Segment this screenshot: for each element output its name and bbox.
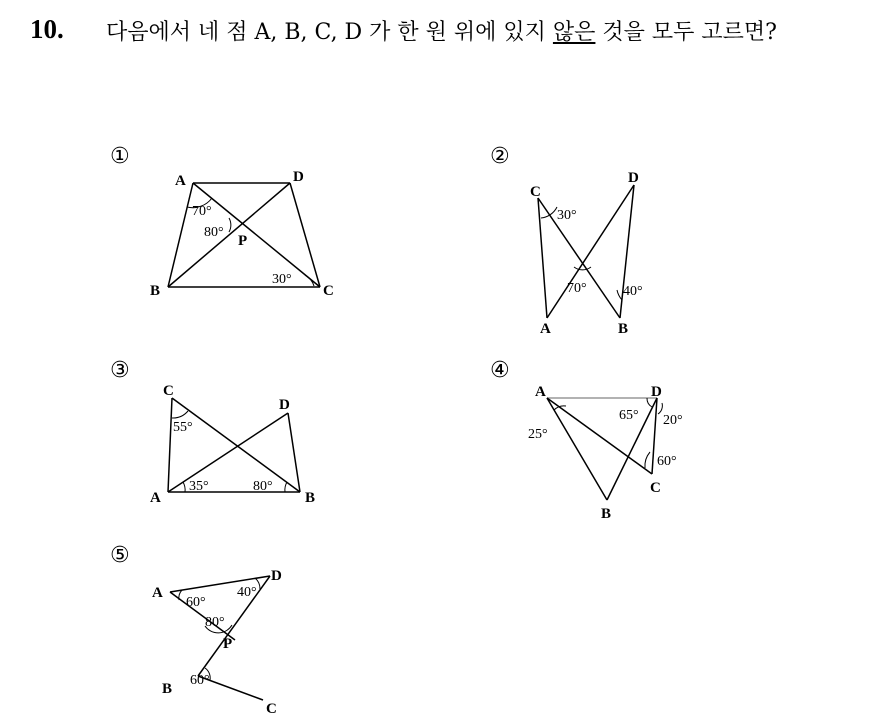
option-2-mark[interactable]: ②: [490, 144, 510, 169]
fig5-angle-40: 40°: [237, 585, 257, 600]
fig2-point-A: A: [540, 321, 551, 337]
fig3-point-A: A: [150, 490, 161, 506]
fig3-angle-80: 80°: [253, 479, 273, 494]
fig5-angle-80: 80°: [205, 615, 225, 630]
fig4-point-B: B: [601, 506, 612, 522]
fig4-point-C: C: [650, 480, 661, 496]
fig4-angle-20: 20°: [663, 413, 683, 428]
fig1-angle-30: 30°: [272, 272, 292, 287]
fig5-angle-60a: 60°: [186, 595, 206, 610]
fig4-angle-60: 60°: [657, 454, 677, 469]
fig2-point-B: B: [618, 321, 629, 337]
fig2-point-C: C: [530, 184, 541, 200]
option-3-mark[interactable]: ③: [110, 358, 130, 383]
fig4-angle-65: 65°: [619, 408, 639, 423]
fig2-angle-70: 70°: [567, 281, 587, 296]
fig4-point-A: A: [535, 384, 546, 400]
fig1-angle-70: 70°: [192, 204, 212, 219]
option-1-mark[interactable]: ①: [110, 144, 130, 169]
fig5-point-C: C: [266, 701, 277, 717]
fig4-point-D: D: [651, 384, 662, 400]
fig5-angle-60b: 60°: [190, 673, 210, 688]
underlined-word: 않은: [552, 20, 596, 45]
fig4-angle-25: 25°: [528, 427, 548, 442]
fig2-point-D: D: [628, 170, 639, 186]
question-text-after: 것을 모두 고르면?: [595, 20, 777, 45]
fig1-angle-80: 80°: [204, 225, 224, 240]
fig3-point-D: D: [279, 397, 290, 413]
fig1-point-P: P: [238, 233, 248, 249]
fig3-point-C: C: [163, 383, 174, 399]
fig5-point-A: A: [152, 585, 163, 601]
figure-2: [538, 185, 634, 318]
fig1-point-A: A: [175, 173, 186, 189]
fig5-point-B: B: [162, 681, 173, 697]
option-4-mark[interactable]: ④: [490, 358, 510, 383]
fig3-angle-35: 35°: [189, 479, 209, 494]
option-5-mark[interactable]: ⑤: [110, 543, 130, 568]
fig5-point-P: P: [223, 636, 233, 652]
question-text-before: 다음에서 네 점 A, B, C, D 가 한 원 위에 있지: [106, 20, 553, 45]
question-number: 10.: [30, 14, 64, 44]
fig3-point-B: B: [305, 490, 316, 506]
fig1-point-D: D: [293, 169, 304, 185]
fig5-point-D: D: [271, 568, 282, 584]
fig1-point-B: B: [150, 283, 161, 299]
fig2-angle-30: 30°: [557, 208, 577, 223]
fig2-angle-40: 40°: [623, 284, 643, 299]
fig3-angle-55: 55°: [173, 420, 193, 435]
fig1-point-C: C: [323, 283, 334, 299]
figure-4: [547, 398, 662, 500]
